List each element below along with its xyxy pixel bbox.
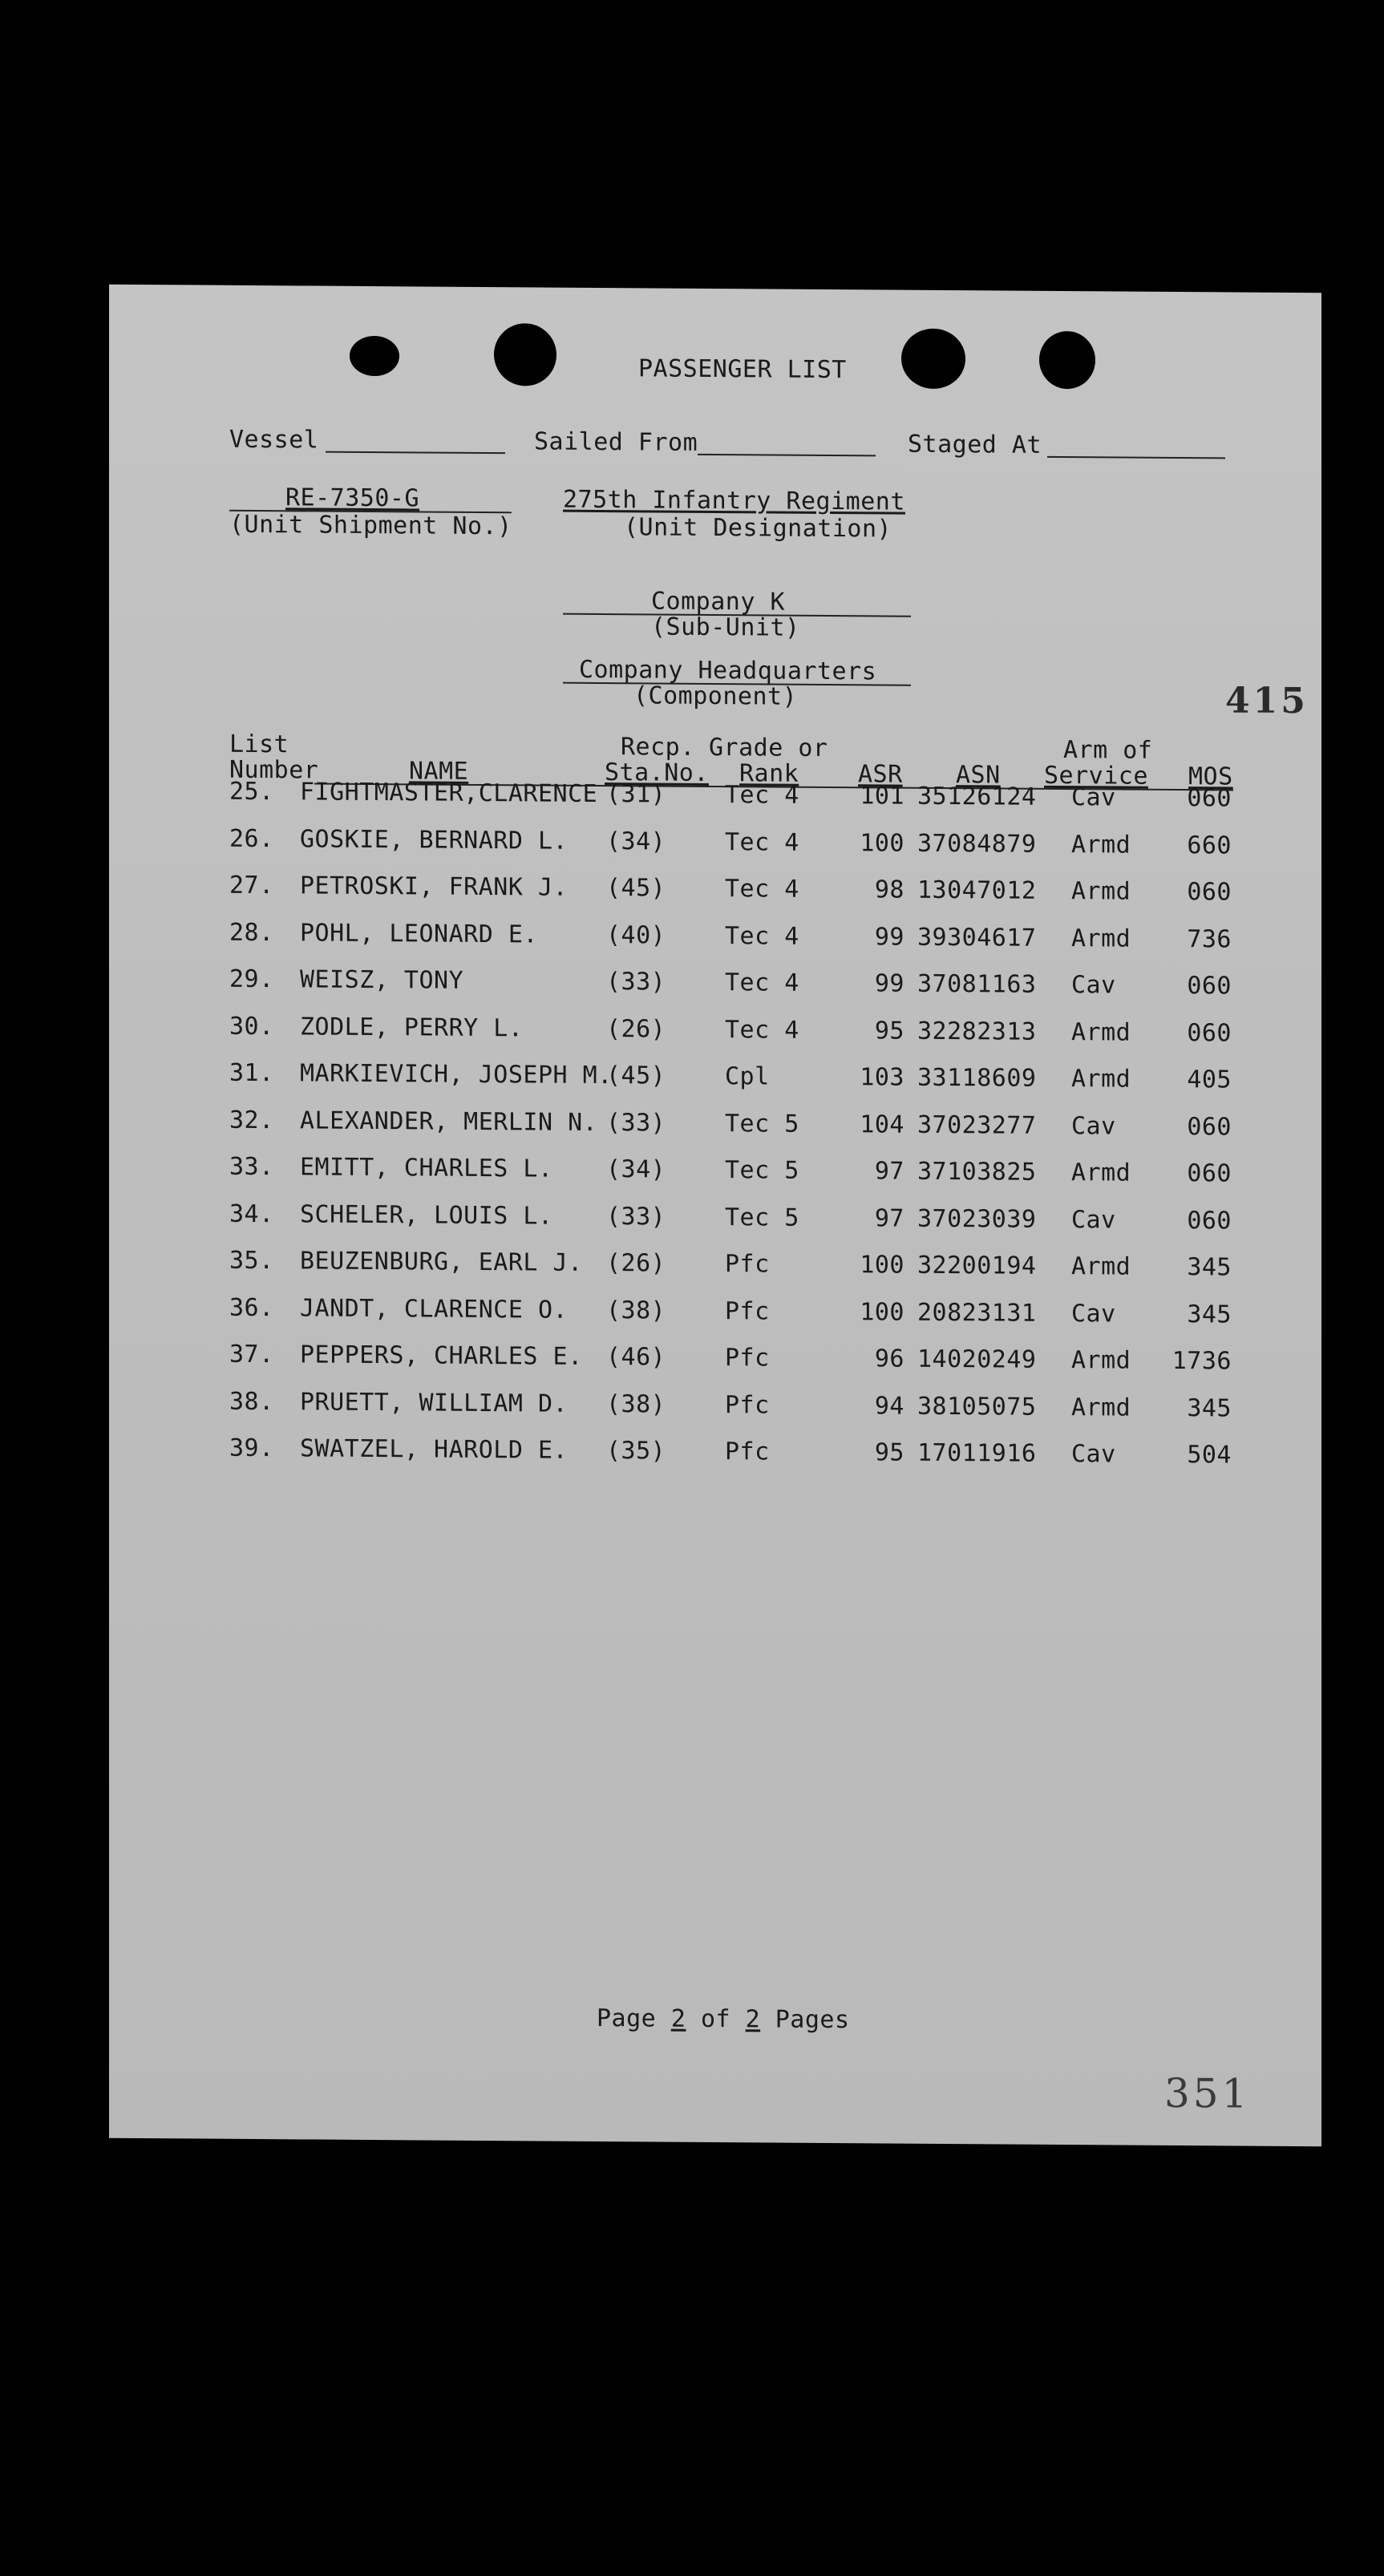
recp-sta-no: (33): [606, 1108, 666, 1138]
total-pages: 2: [745, 2005, 761, 2034]
header-recp: Recp.: [621, 733, 695, 762]
mos-value: 345: [1187, 1300, 1232, 1328]
table-row: [109, 1197, 1321, 1238]
page-footer: [597, 2005, 850, 2034]
table-row: [109, 1151, 1321, 1191]
grade-rank: Tec 4: [725, 875, 799, 904]
header-rank: Rank: [739, 759, 799, 788]
mos-value: 345: [1187, 1393, 1232, 1422]
asn-value: 38105075: [917, 1392, 1037, 1421]
header-list: List: [229, 730, 289, 759]
arm-of-service: Cav: [1071, 1440, 1116, 1469]
mos-value: 345: [1187, 1253, 1232, 1282]
arm-of-service: Armd: [1071, 877, 1131, 906]
recp-sta-no: (45): [606, 874, 666, 903]
asn-value: 37023039: [917, 1204, 1037, 1234]
asr-value: 95: [874, 1438, 904, 1467]
table-row: [109, 916, 1321, 956]
grade-rank: Tec 4: [725, 1015, 799, 1045]
table-row: [109, 963, 1321, 1004]
asr-value: 97: [874, 1203, 904, 1233]
unit-shipment-no: RE-7350-G: [285, 483, 420, 513]
grade-rank: Tec 5: [725, 1203, 799, 1232]
unit-shipment-caption: (Unit Shipment No.): [229, 510, 512, 541]
sailed-from-label: Sailed From: [534, 427, 698, 457]
passenger-name: ALEXANDER, MERLIN N.: [300, 1106, 598, 1137]
grade-rank: Tec 4: [725, 781, 799, 810]
component: Company Headquarters: [579, 655, 877, 686]
passenger-list-sheet: [109, 285, 1321, 2147]
asr-value: 99: [874, 922, 904, 952]
passenger-name: ZODLE, PERRY L.: [300, 1012, 524, 1042]
page-word: Page: [597, 2004, 657, 2033]
recp-sta-no: (38): [606, 1389, 666, 1419]
mos-value: 736: [1187, 924, 1232, 953]
sailed-from-blank: [698, 454, 876, 457]
unit-designation-caption: (Unit Designation): [624, 513, 892, 544]
grade-rank: Tec 4: [725, 921, 799, 951]
asn-value: 33118609: [917, 1063, 1037, 1093]
mos-value: 060: [1187, 1112, 1232, 1141]
header-name: NAME: [409, 757, 469, 786]
staged-at-label: Staged At: [908, 430, 1042, 459]
asn-value: 20823131: [917, 1298, 1037, 1328]
recp-sta-no: (33): [606, 1202, 666, 1231]
mos-value: 060: [1187, 878, 1232, 907]
list-number: 38.: [229, 1387, 274, 1416]
passenger-name: PRUETT, WILLIAM D.: [300, 1387, 569, 1418]
arm-of-service: Armd: [1071, 1017, 1131, 1047]
mos-value: 060: [1187, 1018, 1232, 1047]
sub-unit: Company K: [651, 587, 786, 617]
list-number: 28.: [229, 918, 274, 947]
asn-value: 32282313: [917, 1017, 1037, 1046]
grade-rank: Cpl: [725, 1062, 770, 1091]
table-row: [109, 1291, 1321, 1332]
component-caption: (Component): [633, 681, 798, 711]
grade-rank: Tec 5: [725, 1109, 799, 1138]
passenger-name: GOSKIE, BERNARD L.: [300, 824, 569, 855]
grade-rank: Pfc: [725, 1390, 770, 1419]
header-mos: MOS: [1188, 762, 1233, 791]
header-asn: ASN: [956, 761, 1001, 790]
mos-value: 405: [1187, 1066, 1232, 1094]
vessel-label: Vessel: [229, 425, 319, 455]
unit-designation: 275th Infantry Regiment: [563, 485, 905, 516]
arm-of-service: Armd: [1071, 924, 1131, 953]
recp-sta-no: (31): [606, 780, 666, 809]
arm-of-service: Armd: [1071, 1065, 1131, 1094]
asn-value: 35126124: [917, 782, 1037, 811]
recp-sta-no: (26): [606, 1014, 666, 1044]
table-row: [109, 1244, 1321, 1285]
passenger-table: [109, 775, 1321, 1470]
passenger-name: POHL, LEONARD E.: [300, 918, 538, 948]
mos-value: 060: [1187, 1159, 1232, 1188]
recp-sta-no: (34): [606, 827, 666, 856]
grade-rank: Pfc: [725, 1344, 770, 1373]
grade-rank: Tec 4: [725, 969, 799, 997]
table-row: [109, 1009, 1321, 1050]
handwritten-archive-number: 351: [1164, 2069, 1251, 2117]
asn-value: 37084879: [917, 829, 1037, 859]
mos-value: 660: [1187, 831, 1232, 859]
asn-value: 14020249: [917, 1345, 1037, 1374]
header-sta-no: Sta.No.: [605, 758, 709, 787]
recp-sta-no: (33): [606, 968, 666, 997]
recp-sta-no: (26): [606, 1249, 666, 1278]
asn-value: 37081163: [917, 969, 1037, 999]
arm-of-service: Armd: [1071, 830, 1131, 859]
staged-at-blank: [1047, 456, 1225, 459]
list-number: 26.: [229, 824, 274, 853]
list-number: 34.: [229, 1199, 274, 1228]
arm-of-service: Cav: [1071, 1205, 1116, 1234]
passenger-name: PEPPERS, CHARLES E.: [300, 1341, 583, 1371]
asn-value: 32200194: [917, 1251, 1037, 1280]
arm-of-service: Armd: [1071, 1346, 1131, 1375]
grade-rank: Pfc: [725, 1250, 770, 1279]
pages-word: Pages: [775, 2005, 850, 2035]
arm-of-service: Armd: [1071, 1393, 1131, 1422]
header-arm-of: Arm of: [1063, 736, 1153, 765]
passenger-name: PETROSKI, FRANK J.: [300, 871, 569, 902]
sub-unit-caption: (Sub-Unit): [651, 613, 800, 642]
page-number: 2: [670, 2004, 686, 2033]
list-number: 37.: [229, 1340, 274, 1369]
passenger-name: SWATZEL, HAROLD E.: [300, 1434, 569, 1465]
list-number: 36.: [229, 1293, 274, 1322]
recp-sta-no: (46): [606, 1343, 666, 1372]
asr-value: 97: [874, 1157, 904, 1186]
of-word: of: [700, 2004, 731, 2034]
handwritten-page-number: 415: [1225, 680, 1309, 722]
vessel-blank: [326, 451, 505, 455]
asr-value: 96: [874, 1345, 904, 1373]
list-number: 32.: [229, 1106, 274, 1134]
table-row: [109, 869, 1321, 910]
table-row: [109, 822, 1321, 863]
mos-value: 060: [1187, 1206, 1232, 1235]
asr-value: 98: [874, 876, 904, 904]
recp-sta-no: (40): [606, 920, 666, 950]
asr-value: 103: [860, 1063, 904, 1092]
mos-value: 060: [1187, 784, 1232, 813]
arm-of-service: Cav: [1071, 1299, 1116, 1328]
recp-sta-no: (45): [606, 1062, 666, 1090]
punch-hole: [350, 336, 399, 376]
mos-value: 1736: [1172, 1346, 1232, 1376]
grade-rank: Pfc: [725, 1296, 770, 1325]
asr-value: 99: [874, 969, 904, 998]
table-row: [109, 1103, 1321, 1144]
table-row: [109, 1385, 1321, 1425]
mos-value: 060: [1187, 972, 1232, 1001]
asr-value: 100: [860, 1297, 904, 1327]
punch-hole: [901, 329, 965, 390]
mos-value: 504: [1187, 1441, 1232, 1470]
grade-rank: Pfc: [725, 1438, 770, 1466]
asr-value: 95: [874, 1016, 904, 1045]
table-row: [109, 1432, 1321, 1473]
header-service: Service: [1044, 761, 1148, 791]
table-row: [109, 1338, 1321, 1379]
recp-sta-no: (38): [606, 1296, 666, 1325]
passenger-name: EMITT, CHARLES L.: [300, 1153, 553, 1183]
document-title: PASSENGER LIST: [638, 354, 847, 385]
recp-sta-no: (35): [606, 1437, 666, 1466]
asn-value: 39304617: [917, 923, 1037, 952]
asn-value: 37103825: [917, 1157, 1037, 1187]
passenger-name: WEISZ, TONY: [300, 965, 464, 995]
arm-of-service: Cav: [1071, 1111, 1116, 1140]
list-number: 30.: [229, 1012, 274, 1041]
asn-value: 37023277: [917, 1110, 1037, 1140]
grade-rank: Tec 4: [725, 827, 799, 857]
asr-value: 100: [860, 1251, 904, 1280]
list-number: 29.: [229, 964, 274, 994]
punch-hole: [494, 323, 556, 386]
table-row: [109, 1057, 1321, 1098]
header-grade-or: Grade or: [709, 733, 828, 762]
list-number: 27.: [229, 871, 274, 900]
arm-of-service: Armd: [1071, 1252, 1131, 1281]
header-asr: ASR: [858, 760, 903, 789]
asr-value: 101: [860, 782, 904, 811]
asr-value: 94: [874, 1391, 904, 1421]
list-number: 31.: [229, 1058, 274, 1088]
list-number: 25.: [229, 777, 274, 807]
passenger-name: JANDT, CLARENCE O.: [300, 1293, 569, 1324]
arm-of-service: Armd: [1071, 1159, 1131, 1187]
arm-of-service: Cav: [1071, 971, 1116, 1000]
passenger-name: BEUZENBURG, EARL J.: [300, 1247, 583, 1277]
asr-value: 104: [860, 1110, 904, 1139]
punch-hole: [1039, 331, 1095, 389]
asr-value: 100: [860, 828, 904, 858]
grade-rank: Tec 5: [725, 1156, 799, 1185]
passenger-name: MARKIEVICH, JOSEPH M.: [300, 1059, 613, 1090]
list-number: 39.: [229, 1434, 274, 1463]
list-number: 35.: [229, 1246, 274, 1276]
asn-value: 17011916: [917, 1438, 1037, 1468]
passenger-name: SCHELER, LOUIS L.: [300, 1199, 553, 1231]
arm-of-service: Cav: [1071, 783, 1116, 812]
list-number: 33.: [229, 1152, 274, 1182]
recp-sta-no: (34): [606, 1155, 666, 1184]
header-number: Number: [229, 755, 319, 785]
asn-value: 13047012: [917, 876, 1037, 905]
passenger-name: FIGHTMASTER,CLARENCE: [300, 778, 598, 808]
